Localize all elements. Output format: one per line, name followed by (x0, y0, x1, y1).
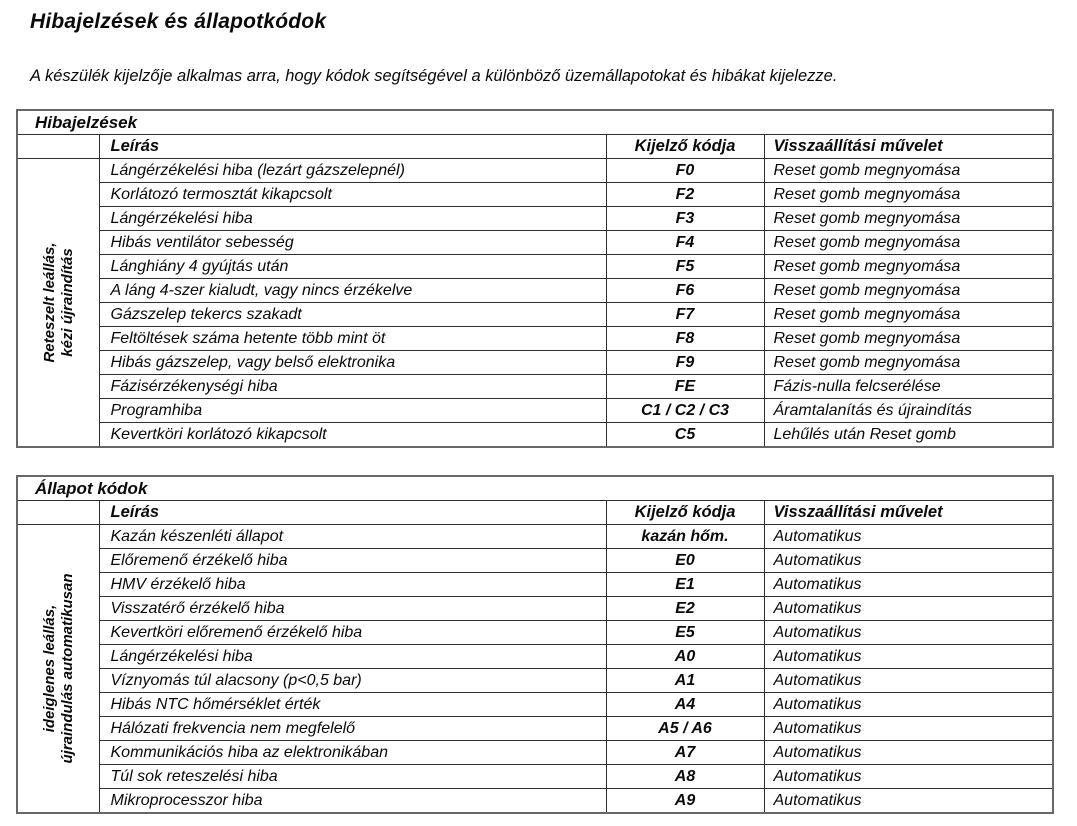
row-code: A0 (606, 645, 764, 669)
table-row (17, 351, 1053, 375)
row-code: A9 (606, 789, 764, 814)
row-action: Reset gomb megnyomása (764, 351, 1053, 375)
row-description: Kevertköri korlátozó kikapcsolt (99, 423, 606, 448)
row-action: Automatikus (764, 789, 1053, 814)
status-codes-table (16, 475, 1054, 814)
row-code: E5 (606, 621, 764, 645)
row-action: Automatikus (764, 645, 1053, 669)
row-action: Automatikus (764, 741, 1053, 765)
row-code: kazán hőm. (606, 525, 764, 549)
row-code: E0 (606, 549, 764, 573)
spacer-cell (17, 501, 99, 525)
table-row (17, 303, 1053, 327)
row-description: Hálózati frekvencia nem megfelelő (99, 717, 606, 741)
row-description: Lánghiány 4 gyújtás után (99, 255, 606, 279)
row-action: Reset gomb megnyomása (764, 231, 1053, 255)
row-code: C1 / C2 / C3 (606, 399, 764, 423)
spacer-cell (17, 135, 99, 159)
column-header-code: Kijelző kódja (606, 135, 764, 159)
table-row (17, 525, 1053, 549)
row-action: Lehűlés után Reset gomb (764, 423, 1053, 448)
row-description: Víznyomás túl alacsony (p<0,5 bar) (99, 669, 606, 693)
row-code: F5 (606, 255, 764, 279)
row-description: A láng 4-szer kialudt, vagy nincs érzékelve (99, 279, 606, 303)
column-header-row (17, 501, 1053, 525)
table-row (17, 231, 1053, 255)
row-code: A5 / A6 (606, 717, 764, 741)
table-row (17, 255, 1053, 279)
table-row (17, 573, 1053, 597)
row-description: Lángérzékelési hiba (99, 207, 606, 231)
row-code: A7 (606, 741, 764, 765)
row-action: Automatikus (764, 693, 1053, 717)
table-row (17, 423, 1053, 448)
row-description: Hibás NTC hőmérséklet érték (99, 693, 606, 717)
row-action: Reset gomb megnyomása (764, 327, 1053, 351)
row-action: Automatikus (764, 549, 1053, 573)
table-row (17, 693, 1053, 717)
row-description: Hibás ventilátor sebesség (99, 231, 606, 255)
table-title: Állapot kódok (17, 476, 1053, 501)
row-action: Automatikus (764, 573, 1053, 597)
table-row (17, 159, 1053, 183)
row-code: F6 (606, 279, 764, 303)
row-action: Automatikus (764, 621, 1053, 645)
table-row (17, 717, 1053, 741)
table-row (17, 789, 1053, 814)
column-header-row (17, 135, 1053, 159)
column-header-description: Leírás (99, 135, 606, 159)
column-header-description: Leírás (99, 501, 606, 525)
row-description: Lángérzékelési hiba (99, 645, 606, 669)
row-action: Automatikus (764, 597, 1053, 621)
row-action: Automatikus (764, 525, 1053, 549)
row-action: Automatikus (764, 765, 1053, 789)
row-action: Reset gomb megnyomása (764, 207, 1053, 231)
row-description: Túl sok reteszelési hiba (99, 765, 606, 789)
group-label-rotated: ideiglenes leállás, újraindulás automatikusan (40, 573, 76, 764)
table-row (17, 549, 1053, 573)
row-description: Programhiba (99, 399, 606, 423)
table-row (17, 645, 1053, 669)
group-label-cell (17, 525, 99, 814)
row-action: Fázis-nulla felcserélése (764, 375, 1053, 399)
row-action: Automatikus (764, 669, 1053, 693)
row-action: Áramtalanítás és újraindítás (764, 399, 1053, 423)
row-code: F7 (606, 303, 764, 327)
table-row (17, 327, 1053, 351)
row-code: A4 (606, 693, 764, 717)
table-row (17, 597, 1053, 621)
column-header-action: Visszaállítási művelet (764, 135, 1053, 159)
table-row (17, 621, 1053, 645)
row-code: F9 (606, 351, 764, 375)
row-code: E1 (606, 573, 764, 597)
table-row (17, 669, 1053, 693)
page-title: Hibajelzések és állapotkódok (30, 10, 327, 33)
intro-text: A készülék kijelzője alkalmas arra, hogy kódok segítségével a különböző üzemállapotokat és hibákat kijelezze. (30, 67, 838, 85)
table-title-row (17, 110, 1053, 135)
row-description: Kommunikációs hiba az elektronikában (99, 741, 606, 765)
table-row (17, 399, 1053, 423)
row-code: FE (606, 375, 764, 399)
row-action: Reset gomb megnyomása (764, 183, 1053, 207)
column-header-code: Kijelző kódja (606, 501, 764, 525)
error-codes-table (16, 109, 1054, 448)
row-code: F3 (606, 207, 764, 231)
row-action: Reset gomb megnyomása (764, 279, 1053, 303)
table-row (17, 183, 1053, 207)
row-description: Hibás gázszelep, vagy belső elektronika (99, 351, 606, 375)
row-code: A1 (606, 669, 764, 693)
row-action: Reset gomb megnyomása (764, 255, 1053, 279)
row-action: Automatikus (764, 717, 1053, 741)
row-description: Előremenő érzékelő hiba (99, 549, 606, 573)
row-description: Lángérzékelési hiba (lezárt gázszelepnél) (99, 159, 606, 183)
row-description: Visszatérő érzékelő hiba (99, 597, 606, 621)
table-row (17, 279, 1053, 303)
row-description: Feltöltések száma hetente több mint öt (99, 327, 606, 351)
table-row (17, 207, 1053, 231)
group-label-rotated: Reteszelt leállás, kézi újraindítás (40, 242, 76, 363)
row-code: F0 (606, 159, 764, 183)
row-description: Korlátozó termosztát kikapcsolt (99, 183, 606, 207)
table-title: Hibajelzések (17, 110, 1053, 135)
row-action: Reset gomb megnyomása (764, 303, 1053, 327)
row-description: Mikroprocesszor hiba (99, 789, 606, 814)
row-description: Gázszelep tekercs szakadt (99, 303, 606, 327)
row-code: F4 (606, 231, 764, 255)
table-row (17, 741, 1053, 765)
row-code: F8 (606, 327, 764, 351)
row-description: Kazán készenléti állapot (99, 525, 606, 549)
row-description: Fázisérzékenységi hiba (99, 375, 606, 399)
row-action: Reset gomb megnyomása (764, 159, 1053, 183)
row-code: F2 (606, 183, 764, 207)
row-code: E2 (606, 597, 764, 621)
table-row (17, 765, 1053, 789)
row-description: Kevertköri előremenő érzékelő hiba (99, 621, 606, 645)
row-code: A8 (606, 765, 764, 789)
row-code: C5 (606, 423, 764, 448)
row-description: HMV érzékelő hiba (99, 573, 606, 597)
table-title-row (17, 476, 1053, 501)
table-row (17, 375, 1053, 399)
column-header-action: Visszaállítási művelet (764, 501, 1053, 525)
group-label-cell (17, 159, 99, 448)
